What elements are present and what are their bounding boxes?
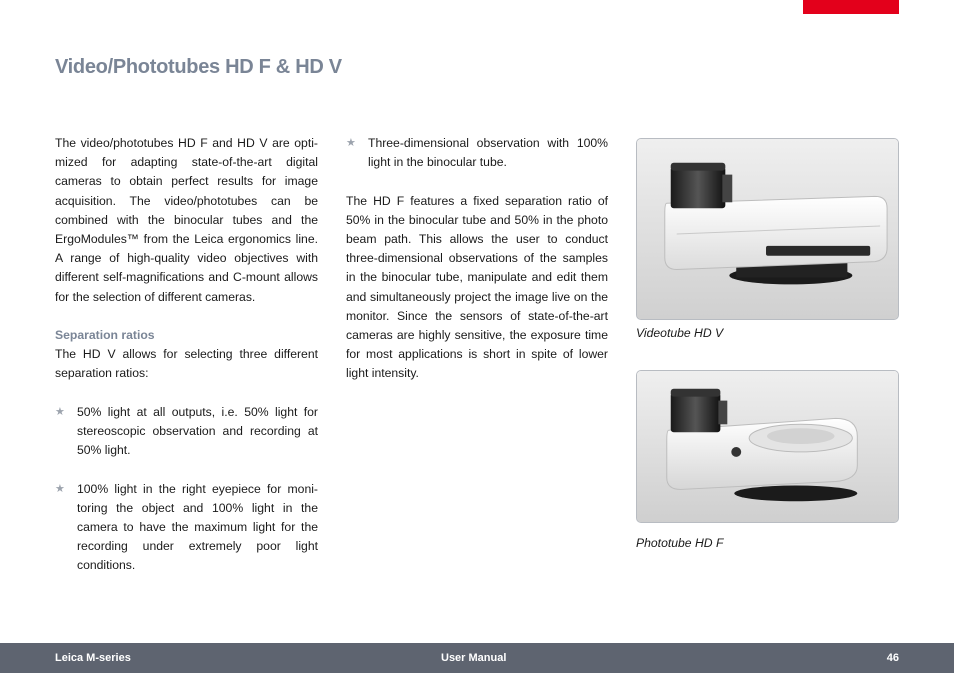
videotube-caption: Videotube HD V [636, 326, 724, 340]
separation-ratios-heading: Separation ratios [55, 328, 155, 343]
text-column-middle [346, 134, 608, 384]
page-footer [0, 643, 954, 673]
star-bullet-icon: ★ [55, 482, 65, 495]
star-bullet-icon: ★ [55, 405, 65, 418]
phototube-caption: Phototube HD F [636, 536, 724, 550]
videotube-hd-v-image [636, 138, 899, 320]
hd-f-paragraph: The HD F features a fixed separation ratio of 50% in the binocular tube and 50% in the photo beam path. This allows the user to conduct three-dimensional observations of the samples in the binocular tube, manipulate and edit them and simultaneously project the image live on the monitor. Since the sensors of state-of-the-art cameras are highly sensitive, the exposure time for most applications is short in spite of lower light intensity. [346, 193, 608, 381]
page-title: Video/Phototubes HD F & HD V [55, 56, 342, 78]
bullet-text: 100% light in the right eyepiece for moni-toring the object and 100% light in the camera to have the maximum light for the recording under extremely poor light conditions. [77, 481, 318, 573]
phototube-hd-f-image [636, 370, 899, 523]
bullet-text: 50% light at all outputs, i.e. 50% light for stereoscopic observation and recording at 50% light. [77, 404, 318, 458]
footer-page-number: 46 [886, 652, 899, 664]
footer-manual-label: User Manual [441, 652, 507, 664]
bullet-item [55, 403, 318, 461]
bullet-text: Three-dimensional observation with 100% light in the binocular tube. [368, 136, 608, 170]
text-column-left [55, 134, 318, 576]
separation-intro: The HD V allows for selecting three different separation ratios: [55, 347, 318, 381]
bullet-item [55, 480, 318, 576]
red-corner-tab [803, 0, 899, 14]
footer-product: Leica M-series [55, 652, 131, 664]
star-bullet-icon: ★ [346, 137, 356, 149]
bullet-item [346, 134, 608, 172]
intro-paragraph: The video/phototubes HD F and HD V are opti-mized for adapting state-of-the-art digital cameras to obtain perfect results for image acquisition. The video/phototubes can be combined with the binocular tubes and the ErgoModules™ from the Leica ergonomics line. A range of high-quality video objectives with different self-magnifications and C-mount allows for the selection of different cameras. [55, 136, 318, 304]
